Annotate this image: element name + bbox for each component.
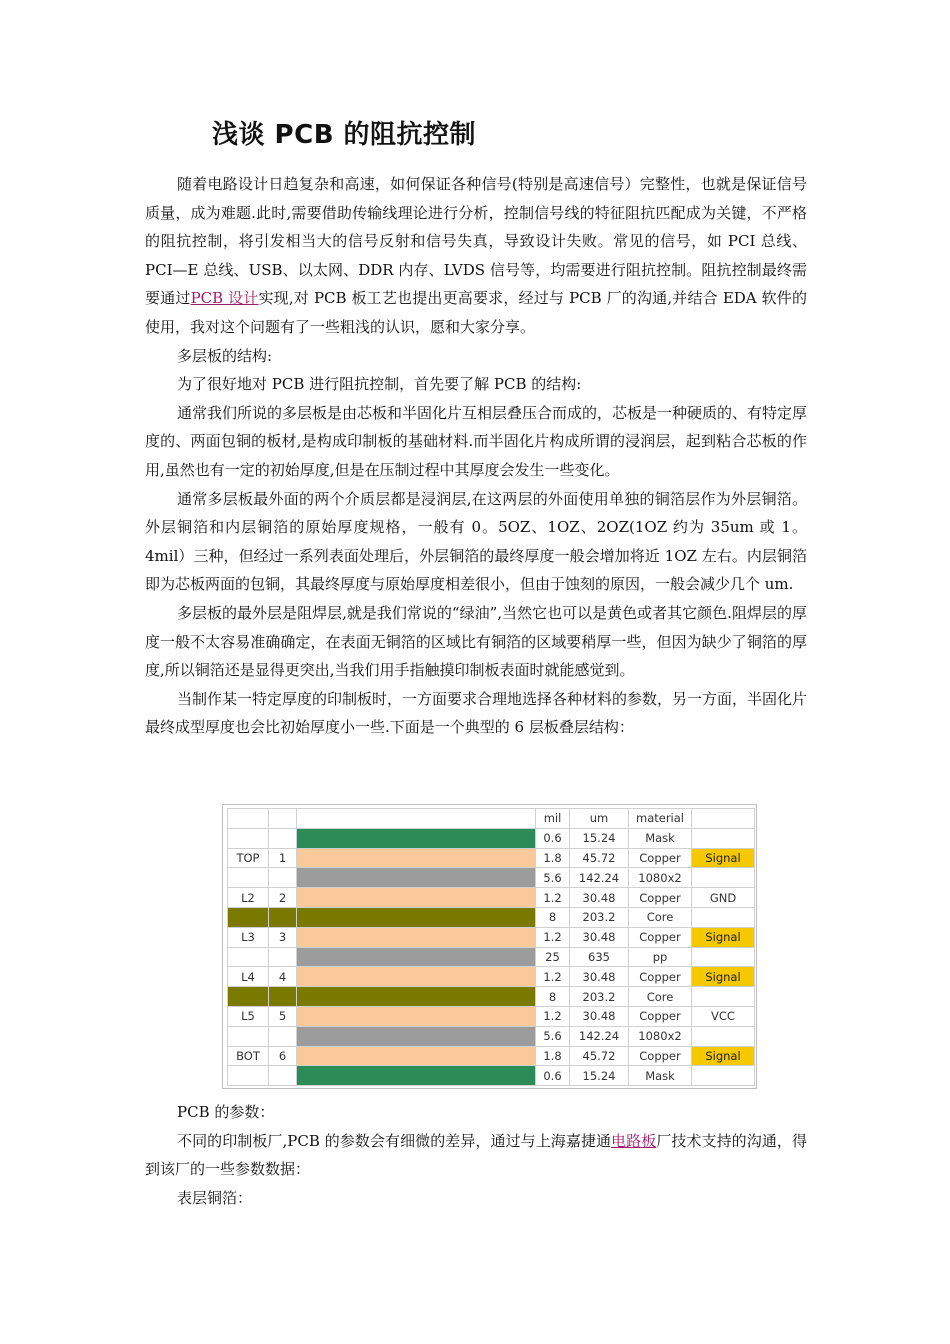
thickness-um: 30.48 <box>570 927 629 947</box>
thickness-mil: 1.8 <box>536 848 570 868</box>
layer-role: GND <box>692 888 755 908</box>
thickness-mil: 25 <box>536 947 570 967</box>
layer-material: Copper <box>629 888 692 908</box>
stackup-row <box>228 888 755 908</box>
layer-role: Signal <box>692 1046 755 1066</box>
layer-material: Core <box>629 907 692 927</box>
layer-material: Copper <box>629 927 692 947</box>
pcb-design-link[interactable]: PCB 设计 <box>190 289 259 308</box>
layer-color-bar <box>297 1046 536 1066</box>
stackup-row <box>228 1046 755 1066</box>
layer-number <box>269 1066 297 1086</box>
thickness-um: 203.2 <box>570 907 629 927</box>
paragraph-intro-text-1: 随着电路设计日趋复杂和高速，如何保证各种信号(特别是高速信号）完整性，也就是保证信号质量，成为难题.此时,需要借助传输线理论进行分析，控制信号线的特征阻抗匹配成为关键，不严格的阻抗控制，将引发相当大的信号反射和信号失真，导致设计失败。常见的信号，如 PCI 总线、PCI—E 总线、USB、以太网、DDR 内存、LVDS 信号等，均需要进行阻抗控制。阻抗控制最终需要通过 <box>145 175 807 308</box>
layer-name <box>228 868 269 888</box>
layer-name: TOP <box>228 848 269 868</box>
stackup-row <box>228 947 755 967</box>
layer-name <box>228 987 269 1007</box>
layer-material: 1080x2 <box>629 1026 692 1046</box>
layer-role <box>692 947 755 967</box>
layer-number <box>269 1026 297 1046</box>
thickness-um: 30.48 <box>570 967 629 987</box>
paragraph-core-prepreg: 通常我们所说的多层板是由芯板和半固化片互相层叠压合而成的，芯板是一种硬质的、有特定厚度的、两面包铜的板材,是构成印制板的基础材料.而半固化片构成所谓的浸润层，起到粘合芯板的作用,虽然也有一定的初始厚度,但是在压制过程中其厚度会发生一些变化。 <box>145 403 808 479</box>
layer-role <box>692 828 755 848</box>
layer-name: L3 <box>228 927 269 947</box>
article-body-bottom <box>145 1098 807 1212</box>
layer-color-bar <box>297 967 536 987</box>
thickness-mil: 5.6 <box>536 1026 570 1046</box>
circuit-board-link[interactable]: 电路板 <box>611 1131 657 1150</box>
thickness-um: 142.24 <box>570 1026 629 1046</box>
layer-color-bar <box>297 1066 536 1086</box>
layer-material: 1080x2 <box>629 868 692 888</box>
layer-name <box>228 907 269 927</box>
layer-material: pp <box>629 947 692 967</box>
layer-color-bar <box>297 907 536 927</box>
thickness-um: 142.24 <box>570 868 629 888</box>
paragraph-intro <box>145 170 807 342</box>
stackup-row <box>228 1006 755 1026</box>
layer-role: VCC <box>692 1006 755 1026</box>
paragraph-structure-intro: 为了很好地对 PCB 进行阻抗控制，首先要了解 PCB 的结构: <box>177 375 582 394</box>
header-material: material <box>629 809 692 829</box>
stackup-row <box>228 927 755 947</box>
thickness-mil: 0.6 <box>536 828 570 848</box>
layer-stackup-table <box>227 808 755 1086</box>
thickness-mil: 1.2 <box>536 967 570 987</box>
stackup-row <box>228 987 755 1007</box>
layer-number <box>269 868 297 888</box>
layer-material: Copper <box>629 967 692 987</box>
thickness-um: 635 <box>570 947 629 967</box>
article-body-top <box>145 170 807 742</box>
thickness-mil: 8 <box>536 987 570 1007</box>
layer-number: 6 <box>269 1046 297 1066</box>
paragraph-surface-copper: 表层铜箔： <box>177 1188 253 1207</box>
layer-material: Mask <box>629 828 692 848</box>
paragraph-manufacturer-text-2: 厂技术支持的沟通，得到该厂的一些参数数据： <box>145 1131 807 1179</box>
layer-role: Signal <box>692 967 755 987</box>
layer-role <box>692 1026 755 1046</box>
header-mil: mil <box>536 809 570 829</box>
thickness-mil: 1.2 <box>536 888 570 908</box>
layer-role <box>692 868 755 888</box>
header-empty-bar <box>297 809 536 829</box>
thickness-mil: 5.6 <box>536 868 570 888</box>
stackup-row <box>228 828 755 848</box>
thickness-um: 30.48 <box>570 1006 629 1026</box>
layer-color-bar <box>297 888 536 908</box>
stackup-row <box>228 1066 755 1086</box>
layer-name <box>228 947 269 967</box>
stackup-row <box>228 868 755 888</box>
layer-name: L4 <box>228 967 269 987</box>
layer-color-bar <box>297 828 536 848</box>
layer-number <box>269 907 297 927</box>
layer-color-bar <box>297 927 536 947</box>
layer-color-bar <box>297 848 536 868</box>
thickness-mil: 0.6 <box>536 1066 570 1086</box>
thickness-um: 30.48 <box>570 888 629 908</box>
paragraph-manufacturer-text-1: 不同的印制板厂,PCB 的参数会有细微的差异，通过与上海嘉捷通 <box>177 1131 612 1150</box>
paragraph-intro-text-2: 实现,对 PCB 板工艺也提出更高要求，经过与 PCB 厂的沟通,并结合 EDA 软件的使用，我对这个问题有了一些粗浅的认识，愿和大家分享。 <box>145 289 807 336</box>
thickness-um: 15.24 <box>570 828 629 848</box>
paragraph-stackup-intro: 当制作某一特定厚度的印制板时，一方面要求合理地选择各种材料的参数，另一方面，半固化片最终成型厚度也会比初始厚度小一些.下面是一个典型的 6 层板叠层结构： <box>145 689 808 737</box>
layer-color-bar <box>297 947 536 967</box>
stackup-header-row <box>228 809 755 829</box>
thickness-mil: 1.2 <box>536 927 570 947</box>
layer-color-bar <box>297 1006 536 1026</box>
paragraph-structure-heading: 多层板的结构: <box>177 346 273 365</box>
thickness-um: 15.24 <box>570 1066 629 1086</box>
layer-role <box>692 1066 755 1086</box>
thickness-mil: 1.2 <box>536 1006 570 1026</box>
layer-name <box>228 1066 269 1086</box>
layer-material: Copper <box>629 1006 692 1026</box>
stackup-row <box>228 967 755 987</box>
layer-stackup-figure <box>222 804 757 1089</box>
thickness-mil: 8 <box>536 907 570 927</box>
stackup-row <box>228 907 755 927</box>
layer-role <box>692 907 755 927</box>
layer-name: BOT <box>228 1046 269 1066</box>
layer-name: L5 <box>228 1006 269 1026</box>
header-empty-role <box>692 809 755 829</box>
header-empty-name <box>228 809 269 829</box>
thickness-um: 203.2 <box>570 987 629 1007</box>
layer-role: Signal <box>692 927 755 947</box>
paragraph-solder-mask: 多层板的最外层是阻焊层,就是我们常说的“绿油”,当然它也可以是黄色或者其它颜色.阻焊层的厚度一般不太容易准确确定，在表面无铜箔的区域比有铜箔的区域要稍厚一些，但因为缺少了铜箔的厚度,所以铜箔还是显得更突出,当我们用手指触摸印制板表面时就能感觉到。 <box>145 603 807 680</box>
layer-role <box>692 987 755 1007</box>
header-um: um <box>570 809 629 829</box>
layer-stackup-body <box>228 809 755 1086</box>
layer-material: Copper <box>629 1046 692 1066</box>
paragraph-copper-foil: 通常多层板最外面的两个介质层都是浸润层,在这两层的外面使用单独的铜箔层作为外层铜箔。外层铜箔和内层铜箔的原始厚度规格，一般有 0。5OZ、1OZ、2OZ(1OZ 约为 35um 或 1。4mil）三种，但经过一系列表面处理后，外层铜箔的最终厚度一般会增加将近 1OZ 左右。内层铜箔即为芯板两面的包铜，其最终厚度与原始厚度相差很小，但由于蚀刻的原因，一般会减少几个 um. <box>145 489 807 594</box>
layer-name <box>228 828 269 848</box>
layer-number: 4 <box>269 967 297 987</box>
header-empty-num <box>269 809 297 829</box>
layer-number <box>269 987 297 1007</box>
layer-name <box>228 1026 269 1046</box>
layer-name: L2 <box>228 888 269 908</box>
layer-number: 1 <box>269 848 297 868</box>
paragraph-pcb-params: PCB 的参数： <box>177 1103 275 1121</box>
layer-color-bar <box>297 868 536 888</box>
thickness-um: 45.72 <box>570 848 629 868</box>
stackup-row <box>228 1026 755 1046</box>
layer-color-bar <box>297 1026 536 1046</box>
layer-number: 5 <box>269 1006 297 1026</box>
layer-color-bar <box>297 987 536 1007</box>
layer-number: 3 <box>269 927 297 947</box>
thickness-mil: 1.8 <box>536 1046 570 1066</box>
layer-material: Mask <box>629 1066 692 1086</box>
layer-number <box>269 947 297 967</box>
layer-material: Core <box>629 987 692 1007</box>
paragraph-manufacturer <box>145 1127 807 1184</box>
thickness-um: 45.72 <box>570 1046 629 1066</box>
layer-number <box>269 828 297 848</box>
article-title: 浅谈 PCB 的阻抗控制 <box>212 120 477 150</box>
layer-material: Copper <box>629 848 692 868</box>
stackup-row <box>228 848 755 868</box>
layer-role: Signal <box>692 848 755 868</box>
layer-number: 2 <box>269 888 297 908</box>
